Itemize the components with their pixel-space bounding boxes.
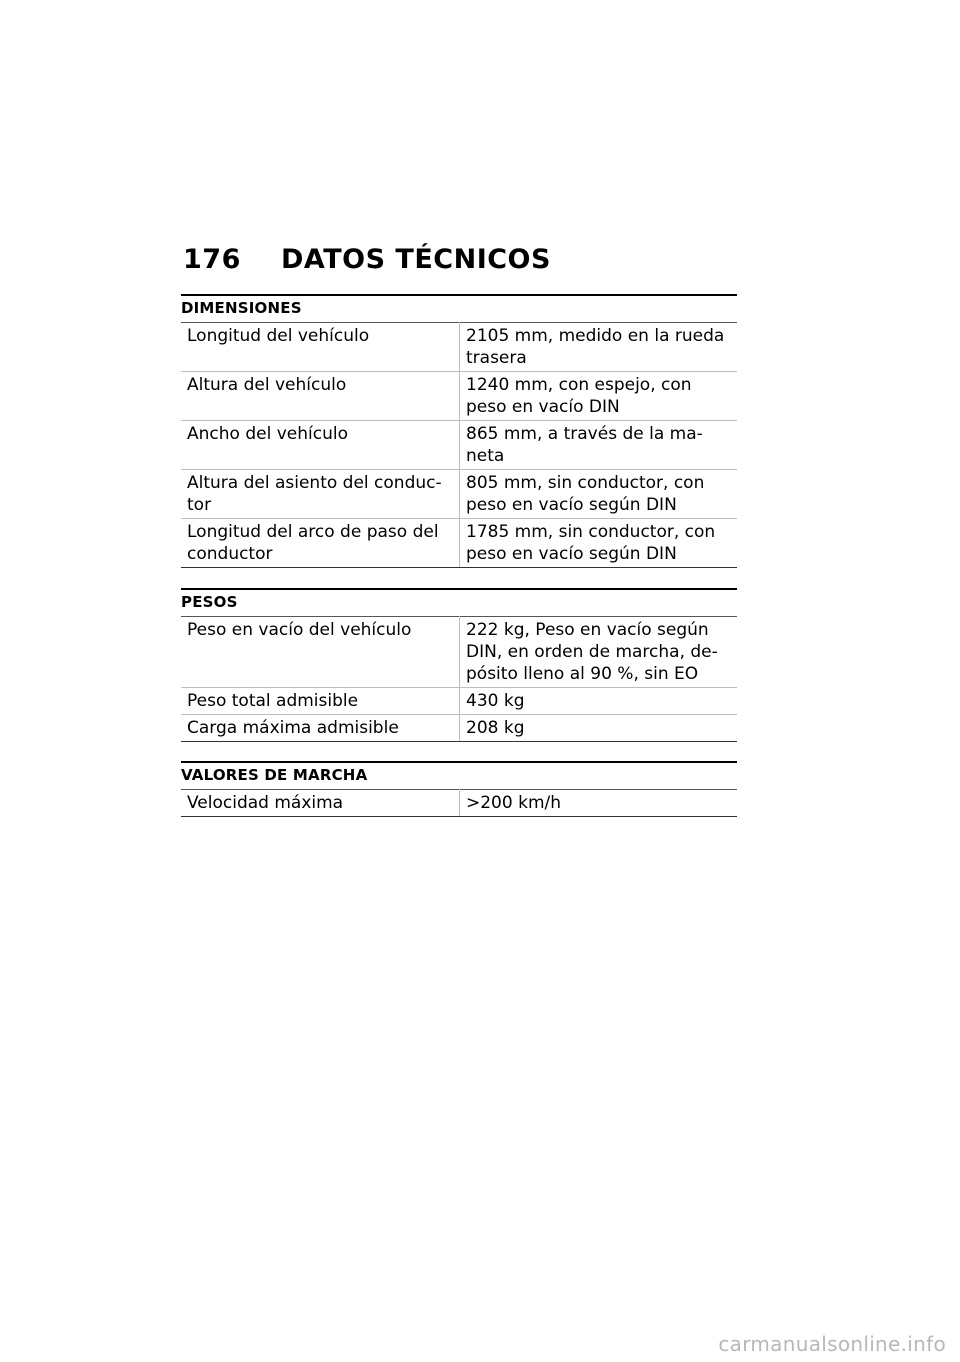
table-row (181, 372, 737, 421)
row-value: 208 kg (460, 715, 738, 742)
section-dimensiones (181, 294, 737, 568)
row-value: 430 kg (460, 688, 738, 715)
row-label: Peso en vacío del vehículo (181, 617, 460, 688)
section-title: DIMENSIONES (181, 294, 737, 322)
spec-table (181, 789, 737, 817)
row-label: Longitud del vehículo (181, 323, 460, 372)
table-row (181, 323, 737, 372)
row-value: 2105 mm, medido en la rueda trasera (460, 323, 738, 372)
page-title: DATOS TÉCNICOS (281, 244, 551, 275)
table-row (181, 470, 737, 519)
table-row (181, 790, 737, 817)
row-value: >200 km/h (460, 790, 738, 817)
row-value: 865 mm, a través de la ma-neta (460, 421, 738, 470)
table-row (181, 421, 737, 470)
table-row (181, 617, 737, 688)
row-value: 805 mm, sin conductor, con peso en vacío según DIN (460, 470, 738, 519)
row-label: Altura del asiento del conduc-tor (181, 470, 460, 519)
table-row (181, 688, 737, 715)
row-label: Peso total admisible (181, 688, 460, 715)
row-value: 1785 mm, sin conductor, con peso en vacío según DIN (460, 519, 738, 568)
section-valores-de-marcha (181, 761, 737, 817)
page-number: 176 (183, 244, 241, 275)
row-value: 1240 mm, con espejo, con peso en vacío DIN (460, 372, 738, 421)
table-row (181, 715, 737, 742)
row-label: Velocidad máxima (181, 790, 460, 817)
spec-table (181, 616, 737, 742)
section-title: VALORES DE MARCHA (181, 761, 737, 789)
row-label: Ancho del vehículo (181, 421, 460, 470)
row-label: Longitud del arco de paso del conductor (181, 519, 460, 568)
spec-table (181, 322, 737, 568)
page-header (183, 244, 743, 284)
section-pesos (181, 588, 737, 742)
section-title: PESOS (181, 588, 737, 616)
row-value: 222 kg, Peso en vacío según DIN, en orden de marcha, de-pósito lleno al 90 %, sin EO (460, 617, 738, 688)
table-row (181, 519, 737, 568)
row-label: Altura del vehículo (181, 372, 460, 421)
row-label: Carga máxima admisible (181, 715, 460, 742)
watermark: carmanualsonline.info (718, 1332, 946, 1356)
